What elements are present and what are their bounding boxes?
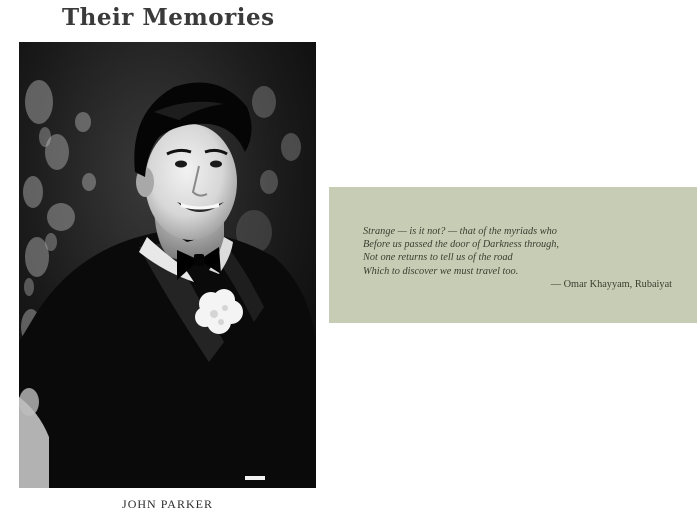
quote-attribution: — Omar Khayyam, Rubaiyat xyxy=(550,278,672,290)
quote-line: Not one returns to tell us of the road xyxy=(363,252,513,264)
quote-line: Which to discover we must travel too. xyxy=(363,265,519,277)
portrait-caption: JOHN PARKER xyxy=(122,497,213,511)
portrait-photo xyxy=(19,42,316,488)
page-heading: Their Memories xyxy=(62,4,275,31)
quote-line: Strange — is it not? — that of the myriads who xyxy=(363,226,557,237)
portrait-image xyxy=(19,42,316,488)
quote-body xyxy=(363,225,673,291)
quote-line: Before us passed the door of Darkness through, xyxy=(363,239,560,251)
quote-card xyxy=(329,187,697,323)
